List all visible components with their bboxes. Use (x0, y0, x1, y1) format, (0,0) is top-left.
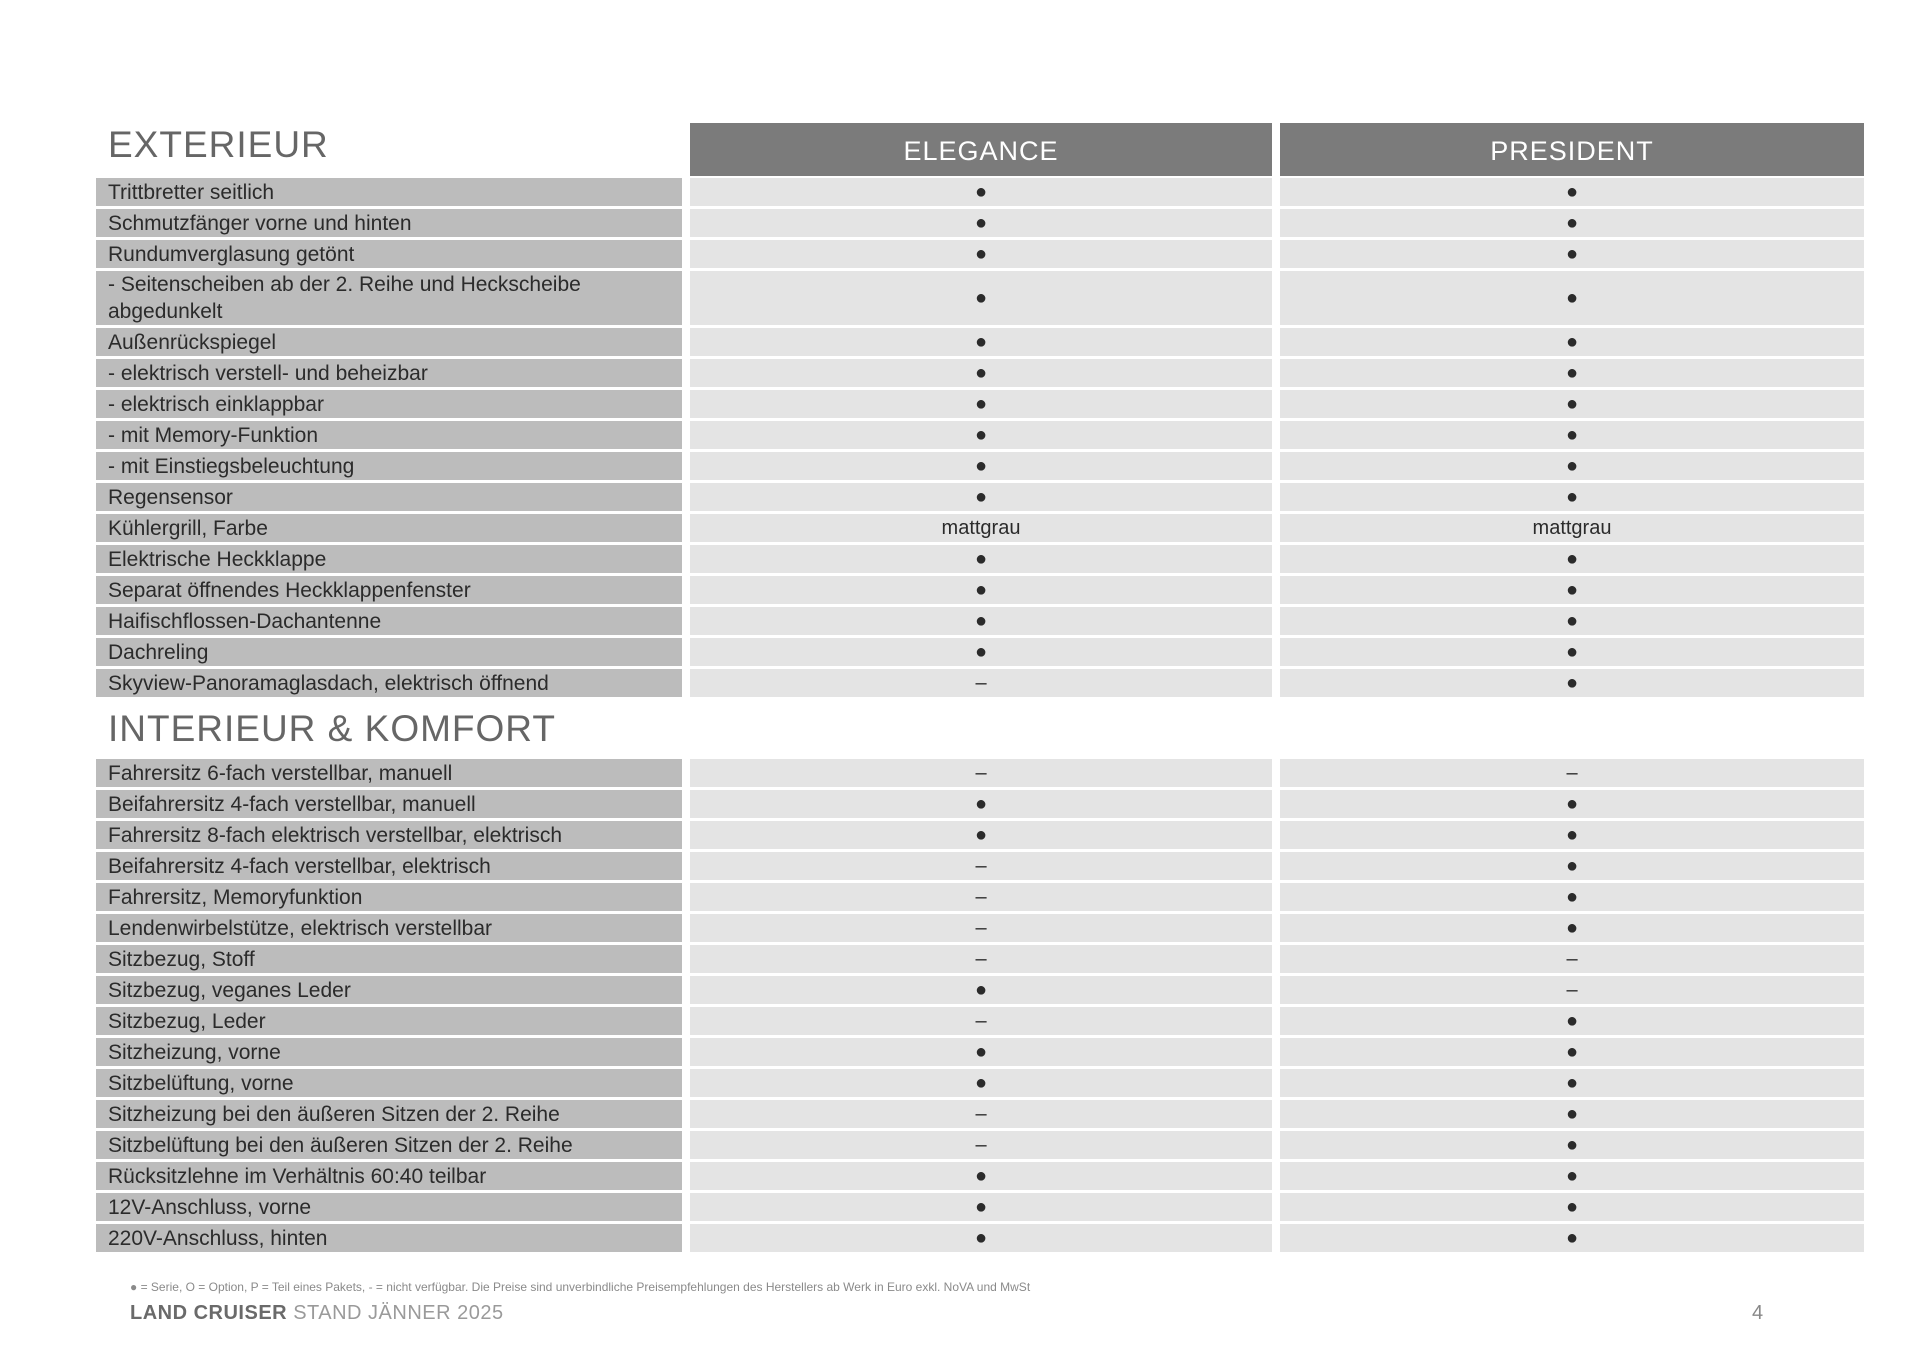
table-row (96, 421, 1870, 449)
feature-label: Sitzbezug, Stoff (96, 945, 682, 973)
value-elegance: ● (690, 178, 1272, 206)
feature-label: Rücksitzlehne im Verhältnis 60:40 teilbar (96, 1162, 682, 1190)
value-president: ● (1280, 607, 1864, 635)
table-row (96, 359, 1870, 387)
table-row (96, 545, 1870, 573)
value-elegance: – (690, 852, 1272, 880)
value-elegance: – (690, 914, 1272, 942)
feature-label: Rundumverglasung getönt (96, 240, 682, 268)
value-elegance: – (690, 759, 1272, 787)
table-row (96, 1069, 1870, 1097)
feature-label: Sitzheizung bei den äußeren Sitzen der 2. Reihe (96, 1100, 682, 1128)
value-elegance: ● (690, 359, 1272, 387)
footer-brand (130, 1302, 504, 1325)
feature-label: Fahrersitz 6-fach verstellbar, manuell (96, 759, 682, 787)
value-elegance: ● (690, 821, 1272, 849)
table-row (96, 759, 1870, 787)
table-row (96, 1038, 1870, 1066)
feature-label: - mit Einstiegsbeleuchtung (96, 452, 682, 480)
value-elegance: ● (690, 452, 1272, 480)
value-president: ● (1280, 914, 1864, 942)
spec-table (96, 120, 1870, 1255)
value-president: ● (1280, 178, 1864, 206)
value-president: ● (1280, 209, 1864, 237)
value-president: ● (1280, 359, 1864, 387)
feature-label: Außenrückspiegel (96, 328, 682, 356)
table-header (96, 120, 1870, 176)
section-interieur-rows (96, 759, 1870, 1252)
value-elegance: ● (690, 240, 1272, 268)
value-elegance: ● (690, 576, 1272, 604)
value-elegance: – (690, 945, 1272, 973)
table-row (96, 1224, 1870, 1252)
value-president: ● (1280, 1131, 1864, 1159)
value-president: ● (1280, 545, 1864, 573)
table-row (96, 914, 1870, 942)
value-president: ● (1280, 452, 1864, 480)
value-president: ● (1280, 240, 1864, 268)
feature-label: Sitzbelüftung, vorne (96, 1069, 682, 1097)
footnote: ● = Serie, O = Option, P = Teil eines Pakets, - = nicht verfügbar. Die Preise sind unverbindliche Preisempfehlungen des Herstellers ab Werk in Euro exkl. NoVA und MwSt (130, 1280, 1031, 1294)
feature-label: - Seitenscheiben ab der 2. Reihe und Heckscheibe abgedunkelt (96, 271, 682, 325)
table-row (96, 178, 1870, 206)
value-elegance: ● (690, 790, 1272, 818)
value-elegance: ● (690, 271, 1272, 325)
value-president: ● (1280, 271, 1864, 325)
value-elegance: ● (690, 1038, 1272, 1066)
column-header-president: PRESIDENT (1280, 123, 1864, 176)
value-president: ● (1280, 1224, 1864, 1252)
value-elegance: ● (690, 638, 1272, 666)
feature-label: - elektrisch verstell- und beheizbar (96, 359, 682, 387)
table-row (96, 483, 1870, 511)
feature-label: - elektrisch einklappbar (96, 390, 682, 418)
feature-label: Beifahrersitz 4-fach verstellbar, elektrisch (96, 852, 682, 880)
section-exterieur-rows (96, 178, 1870, 697)
feature-label: Skyview-Panoramaglasdach, elektrisch öffnend (96, 669, 682, 697)
feature-label: Dachreling (96, 638, 682, 666)
value-elegance: mattgrau (690, 514, 1272, 542)
value-president: ● (1280, 1038, 1864, 1066)
section-title-interieur: INTERIEUR & KOMFORT (108, 708, 556, 749)
value-elegance: ● (690, 1162, 1272, 1190)
value-president: ● (1280, 638, 1864, 666)
feature-label: Fahrersitz, Memoryfunktion (96, 883, 682, 911)
feature-label: - mit Memory-Funktion (96, 421, 682, 449)
table-row (96, 328, 1870, 356)
value-elegance: ● (690, 421, 1272, 449)
table-row (96, 883, 1870, 911)
section-title-exterieur: EXTERIEUR (108, 124, 329, 165)
feature-label: Schmutzfänger vorne und hinten (96, 209, 682, 237)
feature-label: Haifischflossen-Dachantenne (96, 607, 682, 635)
value-elegance: ● (690, 545, 1272, 573)
table-row (96, 669, 1870, 697)
feature-label: Elektrische Heckklappe (96, 545, 682, 573)
feature-label: Regensensor (96, 483, 682, 511)
value-president: mattgrau (1280, 514, 1864, 542)
value-elegance: ● (690, 390, 1272, 418)
table-row (96, 576, 1870, 604)
value-elegance: ● (690, 976, 1272, 1004)
value-elegance: ● (690, 1193, 1272, 1221)
value-president: ● (1280, 790, 1864, 818)
footer-model-name: LAND CRUISER (130, 1302, 288, 1324)
value-president: ● (1280, 1162, 1864, 1190)
value-president: ● (1280, 576, 1864, 604)
value-president: ● (1280, 821, 1864, 849)
table-row (96, 1162, 1870, 1190)
table-row (96, 271, 1870, 325)
table-row (96, 1193, 1870, 1221)
table-row (96, 390, 1870, 418)
value-president: ● (1280, 1007, 1864, 1035)
footer-stand-date: STAND JÄNNER 2025 (293, 1302, 504, 1324)
value-elegance: ● (690, 328, 1272, 356)
feature-label: Sitzheizung, vorne (96, 1038, 682, 1066)
value-president: – (1280, 945, 1864, 973)
value-elegance: ● (690, 483, 1272, 511)
feature-label: 12V-Anschluss, vorne (96, 1193, 682, 1221)
table-row (96, 852, 1870, 880)
page-number: 4 (1752, 1302, 1764, 1324)
value-president: ● (1280, 1193, 1864, 1221)
value-elegance: ● (690, 1224, 1272, 1252)
value-elegance: – (690, 1007, 1272, 1035)
feature-label: Lendenwirbelstütze, elektrisch verstellbar (96, 914, 682, 942)
feature-label: Sitzbezug, veganes Leder (96, 976, 682, 1004)
value-elegance: ● (690, 209, 1272, 237)
value-president: – (1280, 759, 1864, 787)
feature-label: Beifahrersitz 4-fach verstellbar, manuell (96, 790, 682, 818)
table-row (96, 514, 1870, 542)
table-row (96, 1131, 1870, 1159)
table-row (96, 452, 1870, 480)
table-row (96, 638, 1870, 666)
value-president: ● (1280, 1069, 1864, 1097)
feature-label: Sitzbezug, Leder (96, 1007, 682, 1035)
table-row (96, 821, 1870, 849)
feature-label: Fahrersitz 8-fach elektrisch verstellbar, elektrisch (96, 821, 682, 849)
value-president: ● (1280, 852, 1864, 880)
feature-label: Kühlergrill, Farbe (96, 514, 682, 542)
value-president: ● (1280, 390, 1864, 418)
value-elegance: – (690, 1100, 1272, 1128)
value-president: ● (1280, 421, 1864, 449)
value-elegance: – (690, 883, 1272, 911)
value-elegance: ● (690, 1069, 1272, 1097)
value-elegance: – (690, 1131, 1272, 1159)
feature-label: Trittbretter seitlich (96, 178, 682, 206)
value-president: ● (1280, 669, 1864, 697)
value-president: ● (1280, 883, 1864, 911)
value-elegance: – (690, 669, 1272, 697)
column-header-elegance: ELEGANCE (690, 123, 1272, 176)
value-president: ● (1280, 1100, 1864, 1128)
table-row (96, 790, 1870, 818)
table-row (96, 240, 1870, 268)
feature-label: 220V-Anschluss, hinten (96, 1224, 682, 1252)
value-president: ● (1280, 328, 1864, 356)
table-row (96, 1100, 1870, 1128)
value-elegance: ● (690, 607, 1272, 635)
feature-label: Separat öffnendes Heckklappenfenster (96, 576, 682, 604)
value-president: – (1280, 976, 1864, 1004)
feature-label: Sitzbelüftung bei den äußeren Sitzen der 2. Reihe (96, 1131, 682, 1159)
table-row (96, 976, 1870, 1004)
value-president: ● (1280, 483, 1864, 511)
table-row (96, 209, 1870, 237)
table-row (96, 607, 1870, 635)
table-row (96, 945, 1870, 973)
table-row (96, 1007, 1870, 1035)
